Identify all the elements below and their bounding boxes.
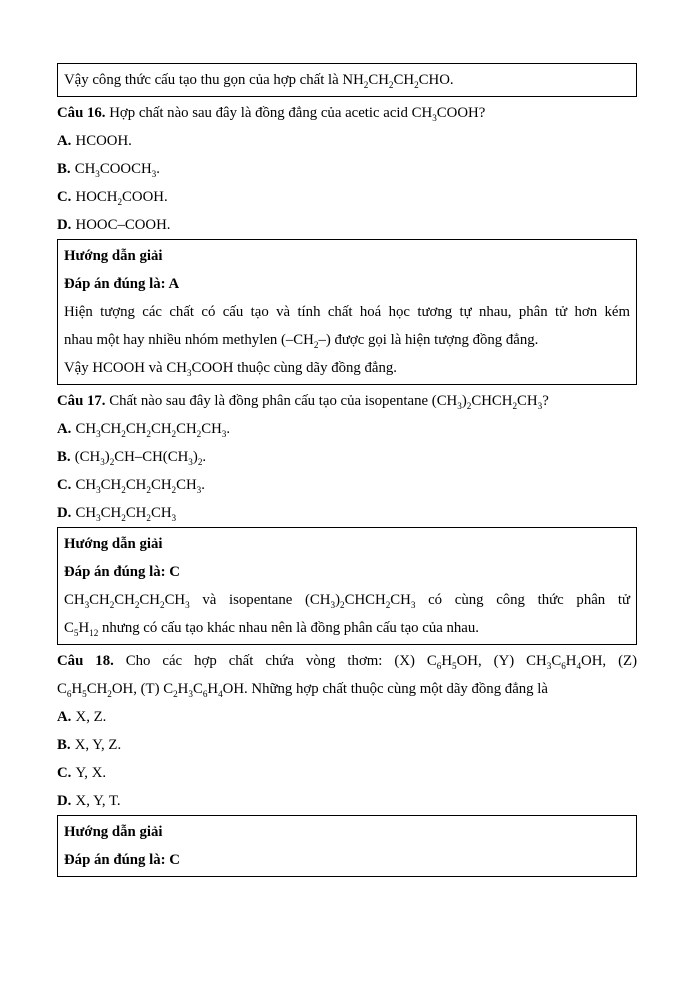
question-18-option-d	[57, 787, 637, 815]
question-18-option-c	[57, 759, 637, 787]
option-c-text: $HOCH_2COOH$.	[75, 189, 168, 207]
solution-body-line: $CH_3CH_2CH_2CH_2CH_3$ và isopentane $(CH_3)_2CHCH_2CH_3$ có cùng công thức phân tử	[64, 592, 630, 610]
lead-statement-text: Vậy công thức cấu tạo thu gọn của hợp chất là $NH_2CH_2CH_2CHO$.	[64, 72, 454, 90]
option-b-text: $(CH_3)_2CH-CH(CH_3)_2$.	[74, 449, 207, 467]
option-d-text: $CH_3CH_2CH_2CH_3$	[75, 505, 177, 523]
option-d-text: X, Y, T.	[75, 793, 121, 809]
solution-answer: Đáp án đúng là: A	[64, 276, 180, 292]
option-d-text: HOOC–COOH.	[75, 217, 171, 233]
lead-statement-box	[57, 63, 637, 97]
solution-closing-line: Vậy HCOOH và $CH_3COOH$ thuộc cùng dãy đồng đẳng.	[64, 360, 397, 378]
question-17-option-d	[57, 499, 637, 527]
question-16-option-a	[57, 127, 637, 155]
option-a-text: $CH_3CH_2CH_2CH_2CH_2CH_3$.	[75, 421, 231, 439]
option-a-label: A.	[57, 709, 72, 725]
question-18-option-a	[57, 703, 637, 731]
option-a-label: A.	[57, 421, 72, 437]
question-17-option-c	[57, 471, 637, 499]
option-d-label: D.	[57, 505, 72, 521]
solution-answer: Đáp án đúng là: C	[64, 852, 180, 868]
option-a-label: A.	[57, 133, 72, 149]
solution-box-17	[57, 527, 637, 645]
option-b-label: B.	[57, 161, 71, 177]
solution-box-16	[57, 239, 637, 385]
question-18-text-line1: Câu 18. Cho các hợp chất chứa vòng thơm: (X) $C_6H_5OH$, (Y) $CH_3C_6H_4OH$, (Z)	[57, 653, 637, 671]
solution-answer: Đáp án đúng là: C	[64, 564, 180, 580]
question-18-text-line2: $C_6H_5CH_2OH$, (T) $C_2H_3C_6H_4OH$. Những hợp chất thuộc cùng một dãy đồng đẳng là	[57, 681, 548, 699]
solution-heading: Hướng dẫn giải	[64, 248, 163, 264]
solution-heading: Hướng dẫn giải	[64, 536, 163, 552]
option-d-label: D.	[57, 217, 72, 233]
solution-heading: Hướng dẫn giải	[64, 824, 163, 840]
solution-body-line: nhau một hay nhiều nhóm methylen $(-CH_2-)$ được gọi là hiện tượng đồng đẳng.	[64, 332, 539, 350]
option-d-label: D.	[57, 793, 72, 809]
option-c-text: Y, X.	[75, 765, 107, 781]
option-c-label: C.	[57, 765, 72, 781]
solution-body-line: Hiện tượng các chất có cấu tạo và tính chất hoá học tương tự nhau, phân tử hơn kém	[64, 304, 630, 320]
question-16-text: Câu 16. Hợp chất nào sau đây là đồng đẳng của acetic acid $CH_3COOH$?	[57, 105, 486, 123]
question-17-text: Câu 17. Chất nào sau đây là đồng phân cấu tạo của isopentane $(CH_3)_2CHCH_2CH_3$?	[57, 393, 549, 411]
solution-body-line: $C_5H_{12}$ nhưng có cấu tạo khác nhau nên là đồng phân cấu tạo của nhau.	[64, 620, 479, 638]
option-c-text: $CH_3CH_2CH_2CH_2CH_3$.	[75, 477, 205, 495]
option-c-label: C.	[57, 477, 72, 493]
option-a-text: HCOOH.	[75, 133, 132, 149]
question-16-option-b	[57, 155, 637, 183]
option-b-label: B.	[57, 449, 71, 465]
question-16-option-c	[57, 183, 637, 211]
option-b-label: B.	[57, 737, 71, 753]
question-17-option-b	[57, 443, 637, 471]
option-a-text: X, Z.	[75, 709, 107, 725]
question-16-option-d	[57, 211, 637, 239]
option-b-text: X, Y, Z.	[74, 737, 122, 753]
option-c-label: C.	[57, 189, 72, 205]
question-18-option-b	[57, 731, 637, 759]
option-b-text: $CH_3COOCH_3$.	[74, 161, 160, 179]
solution-box-18	[57, 815, 637, 877]
question-17-option-a	[57, 415, 637, 443]
